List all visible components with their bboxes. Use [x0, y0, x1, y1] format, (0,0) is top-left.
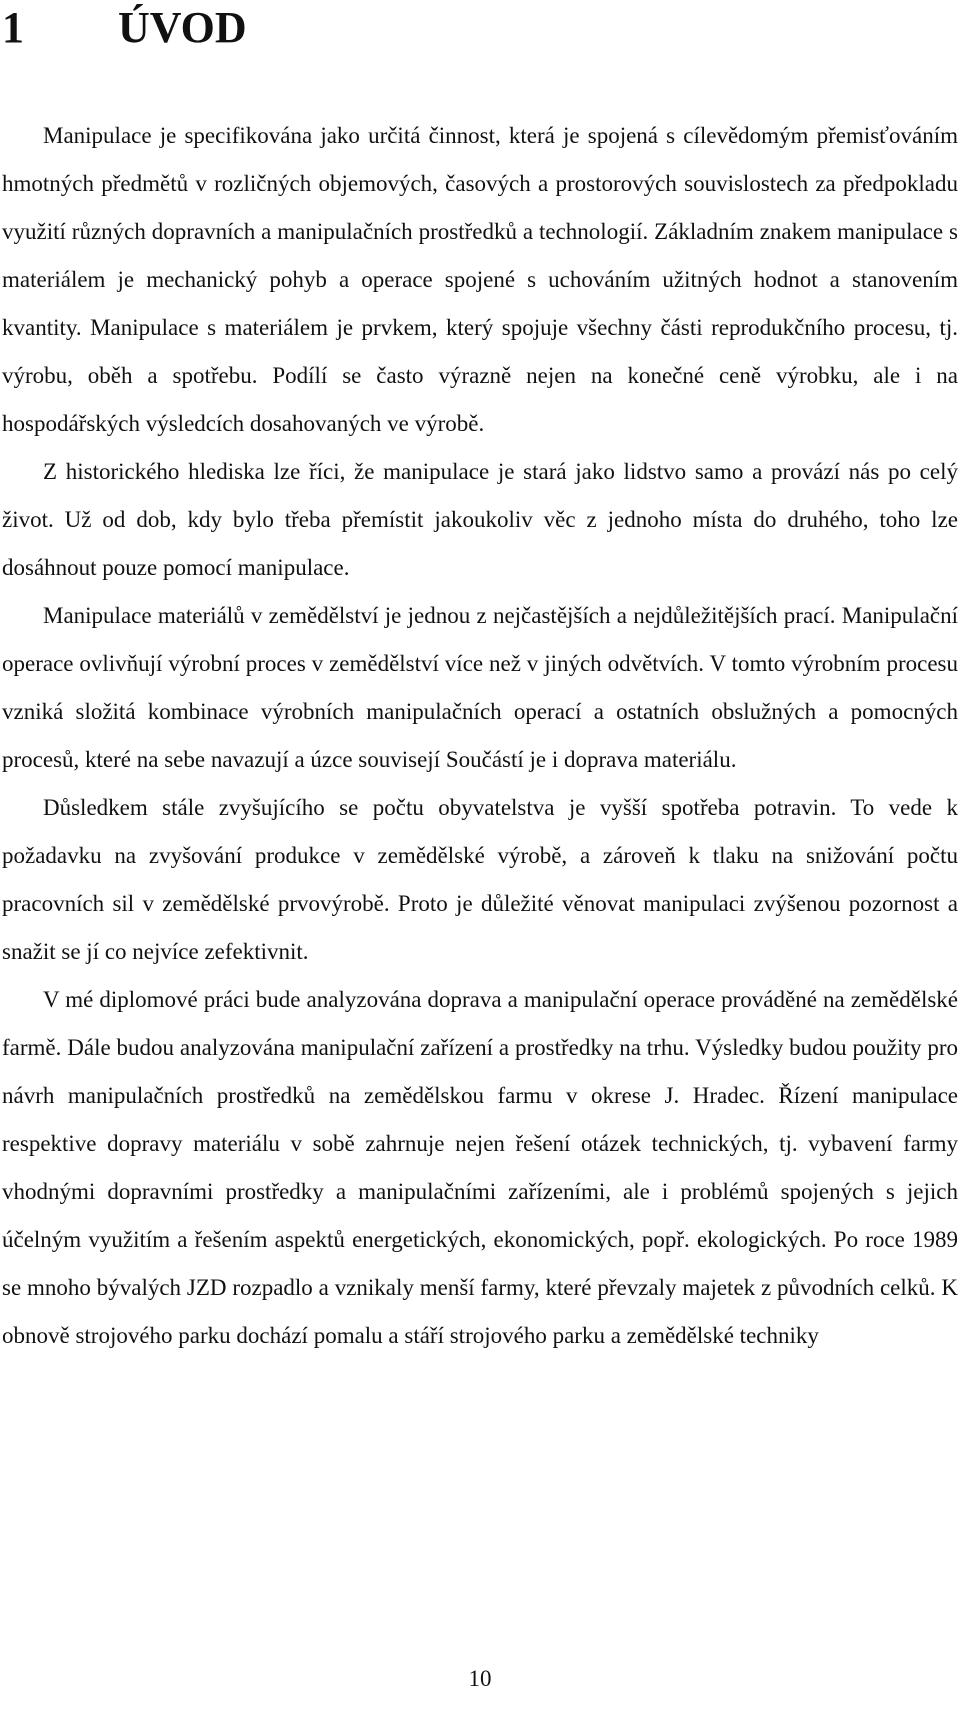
- paragraph: Manipulace materiálů v zemědělství je jednou z nejčastějších a nejdůležitějších prací. Manipulační operace ovlivňují výrobní proces v zemědělství více než v jiných odvětvích. V tomto výrobním procesu vzniká složitá kombinace výrobních manipulačních operací a ostatních obslužných a pomocných procesů, které na sebe navazují a úzce souvisejí Součástí je i doprava materiálu.: [2, 603, 958, 772]
- chapter-title: ÚVOD: [118, 3, 247, 52]
- chapter-heading: [2, 2, 247, 54]
- paragraph: Manipulace je specifikována jako určitá činnost, která je spojená s cílevědomým přemisťováním hmotných předmětů v rozličných objemových, časových a prostorových souvislostech za předpokladu využití různých dopravních a manipulačních prostředků a technologií. Základním znakem manipulace s materiálem je mechanický pohyb a operace spojené s uchováním užitných hodnot a stanovením kvantity. Manipulace s materiálem je prvkem, který spojuje všechny části reprodukčního procesu, tj. výrobu, oběh a spotřebu. Podílí se často výrazně nejen na konečné ceně výrobku, ale i na hospodářských výsledcích dosahovaných ve výrobě.: [2, 123, 958, 436]
- body-text: [2, 112, 958, 1360]
- paragraph: V mé diplomové práci bude analyzována doprava a manipulační operace prováděné na zemědělské farmě. Dále budou analyzována manipulační zařízení a prostředky na trhu. Výsledky budou použity pro návrh manipulačních prostředků na zemědělskou farmu v okrese J. Hradec. Řízení manipulace respektive dopravy materiálu v sobě zahrnuje nejen řešení otázek technických, tj. vybavení farmy vhodnými dopravními prostředky a manipulačními zařízeními, ale i problémů spojených s jejich účelným využitím a řešením aspektů energetických, ekonomických, popř. ekologických. Po roce 1989 se mnoho bývalých JZD rozpadlo a vznikaly menší farmy, které převzaly majetek z původních celků. K obnově strojového parku dochází pomalu a stáří strojového parku a zemědělské techniky: [2, 987, 958, 1348]
- page-number: 10: [468, 1666, 492, 1691]
- paragraph: Důsledkem stále zvyšujícího se počtu obyvatelstva je vyšší spotřeba potravin. To vede k požadavku na zvyšování produkce v zemědělské výrobě, a zároveň k tlaku na snižování počtu pracovních sil v zemědělské prvovýrobě. Proto je důležité věnovat manipulaci zvýšenou pozornost a snažit se jí co nejvíce zefektivnit.: [2, 795, 958, 964]
- paragraph: Z historického hlediska lze říci, že manipulace je stará jako lidstvo samo a provází nás po celý život. Už od dob, kdy bylo třeba přemístit jakoukoliv věc z jednoho místa do druhého, toho lze dosáhnout pouze pomocí manipulace.: [2, 459, 958, 580]
- chapter-number: 1: [2, 3, 24, 52]
